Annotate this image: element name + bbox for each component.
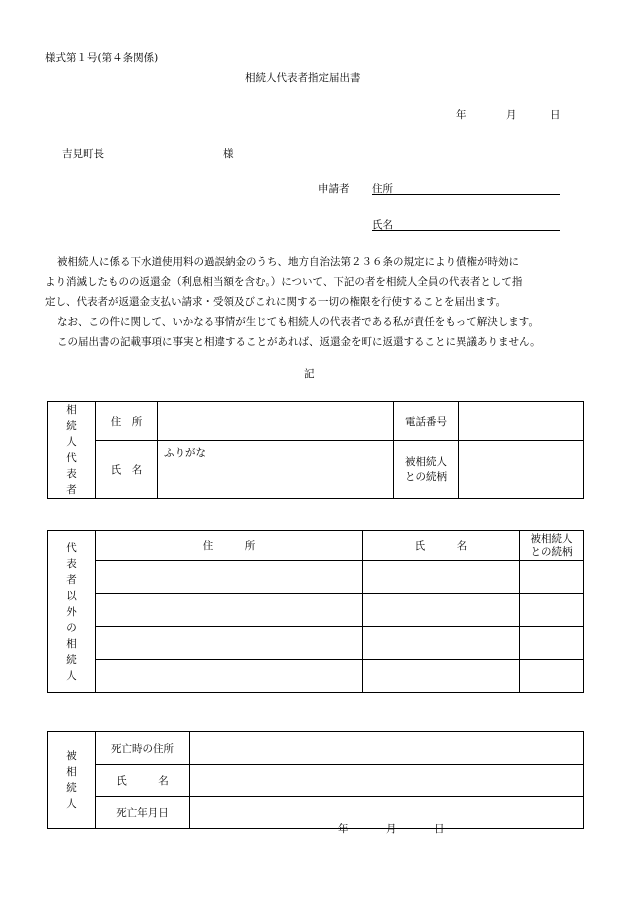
declaration-line-1: 被相続人に係る下水道使用料の過誤納金のうち、地方自治法第２３６条の規定により債権が時効に <box>57 256 519 268</box>
representative-relation-field[interactable] <box>459 441 584 499</box>
heir-relation-field[interactable] <box>520 561 584 594</box>
date-year-label: 年 <box>456 109 467 121</box>
table-row <box>48 660 584 693</box>
decedent-table <box>47 731 584 835</box>
other-heirs-relation-header: 被相続人 との続柄 <box>520 531 584 561</box>
other-heirs-table <box>47 530 584 693</box>
decedent-address-label: 死亡時の住所 <box>96 732 190 765</box>
applicant-address-label: 住所 <box>372 183 393 195</box>
table-row <box>48 561 584 594</box>
applicant-name-line[interactable] <box>372 230 560 231</box>
form-number: 様式第１号(第４条関係) <box>45 52 159 64</box>
other-heirs-address-header: 住 所 <box>96 531 363 561</box>
heir-name-field[interactable] <box>363 660 520 693</box>
declaration-line-3: 定し、代表者が返還金支払い請求・受領及びこれに関する一切の権限を行使することを届出ます。 <box>45 296 507 308</box>
representative-name-label: 氏 名 <box>96 441 158 499</box>
representative-address-label: 住 所 <box>96 402 158 441</box>
declaration-line-2: より消滅したものの返還金（利息相当額を含む。）について、下記の者を相続人全員の代表者として指 <box>45 276 523 288</box>
heir-relation-field[interactable] <box>520 594 584 627</box>
decedent-day-label: 日 <box>434 822 445 835</box>
date-month-label: 月 <box>506 109 517 121</box>
declaration-line-5: この届出書の記載事項に事実と相違することがあれば、返還金を町に返還することに異議ありません。 <box>57 336 541 348</box>
heir-address-field[interactable] <box>96 660 363 693</box>
decedent-name-label: 氏 名 <box>96 765 190 797</box>
decedent-date-field[interactable] <box>190 797 584 835</box>
other-heirs-name-header: 氏 名 <box>363 531 520 561</box>
decedent-name-field[interactable] <box>190 765 584 797</box>
heir-name-field[interactable] <box>363 627 520 660</box>
representative-phone-field[interactable] <box>459 402 584 441</box>
ki-label: 記 <box>304 368 315 380</box>
table-row <box>48 627 584 660</box>
representative-name-field[interactable] <box>158 441 394 499</box>
representative-phone-label: 電話番号 <box>394 402 459 441</box>
addressee-honorific: 様 <box>223 148 234 160</box>
heir-name-field[interactable] <box>363 561 520 594</box>
addressee-name: 吉見町長 <box>62 148 104 160</box>
heir-address-field[interactable] <box>96 594 363 627</box>
decedent-side-label: 被 相 続 人 <box>48 732 96 829</box>
furigana-label: ふりがな <box>164 447 206 460</box>
representative-side-label: 相 続 人 代 表 者 <box>48 402 96 499</box>
heir-relation-field[interactable] <box>520 660 584 693</box>
applicant-name-label: 氏名 <box>372 219 393 231</box>
heir-address-field[interactable] <box>96 561 363 594</box>
heir-name-field[interactable] <box>363 594 520 627</box>
declaration-text <box>45 252 585 352</box>
applicant-label: 申請者 <box>318 183 350 195</box>
decedent-year-label: 年 <box>338 822 349 835</box>
applicant-address-line[interactable] <box>372 194 560 195</box>
representative-table <box>47 401 584 499</box>
other-heirs-side-label: 代 表 者 以 外 の 相 続 人 <box>48 531 96 693</box>
heir-address-field[interactable] <box>96 627 363 660</box>
representative-relation-label: 被相続人 との続柄 <box>394 441 459 499</box>
decedent-date-label: 死亡年月日 <box>96 797 190 829</box>
table-row <box>48 594 584 627</box>
representative-address-field[interactable] <box>158 402 394 441</box>
heir-relation-field[interactable] <box>520 627 584 660</box>
declaration-line-4: なお、この件に関して、いかなる事情が生じても相続人の代表者である私が責任をもって解決します。 <box>57 316 539 328</box>
date-day-label: 日 <box>550 109 561 121</box>
decedent-month-label: 月 <box>386 822 397 835</box>
document-title: 相続人代表者指定届出書 <box>245 72 361 84</box>
decedent-address-field[interactable] <box>190 732 584 765</box>
